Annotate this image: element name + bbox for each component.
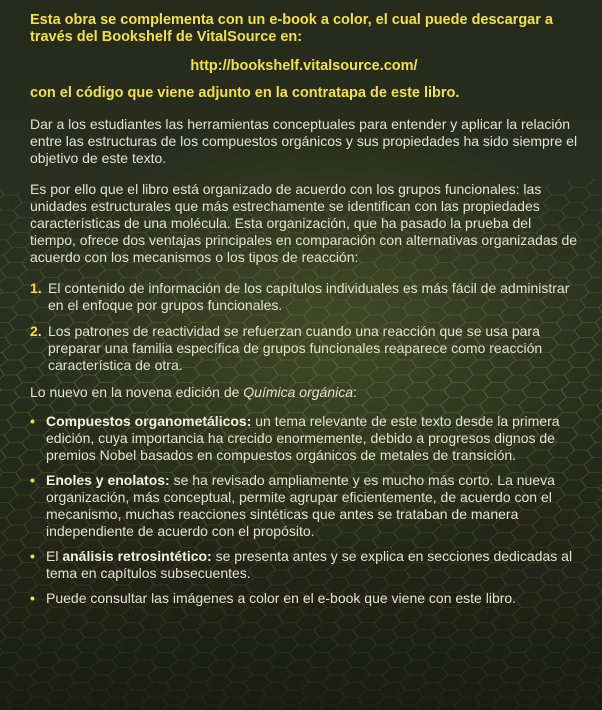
new-edition-suffix: : — [353, 384, 357, 400]
bullet-text: se ha revisado ampliamente y es mucho más corto. La nueva organización, más conceptual, permite agrupar eficientemente, de acuerdo con el mecanismo, muchas reacciones sintéticas que antes se trataban de manera independiente de acuerdo con el propósito. — [46, 472, 555, 539]
bullet-text: Puede consultar las imágenes a color en el e-book que viene con este libro. — [46, 590, 517, 606]
list-item — [30, 323, 578, 374]
bullet-icon: • — [30, 413, 35, 429]
new-features-list — [30, 413, 578, 607]
book-title: Química orgánica — [243, 384, 353, 400]
list-number: 2. — [30, 323, 42, 339]
paragraph-organization: Es por ello que el libro está organizado de acuerdo con los grupos funcionales: las unidades estructurales que más estrechamente se identifican con las propiedades características de una molécula. Esta organización, que ha pasado la prueba del tiempo, ofrece dos ventajas principales en comparación con alternativas organizadas de acuerdo con los mecanismos o los tipos de reacción: — [30, 181, 578, 265]
bullet-icon: • — [30, 590, 35, 606]
paragraph-objective: Dar a los estudiantes las herramientas conceptuales para entender y aplicar la relación entre las estructuras de los compuestos orgánicos y sus propiedades ha sido siempre el objetivo de este texto. — [30, 116, 578, 166]
list-item — [30, 590, 578, 607]
list-number: 1. — [30, 280, 42, 296]
bullet-bold: análisis retrosintético: — [62, 548, 212, 564]
bullet-bold: Enoles y enolatos: — [46, 472, 170, 488]
bullet-bold: Compuestos organometálicos: — [46, 413, 252, 429]
new-edition-heading — [30, 384, 578, 401]
new-edition-prefix: Lo nuevo en la novena edición de — [30, 384, 244, 400]
ebook-notice: Esta obra se complementa con un e-book a color, el cual puede descargar a través del Bookshelf de VitalSource en: — [30, 12, 553, 45]
bullet-icon: • — [30, 548, 35, 564]
bullet-lead: El — [46, 548, 63, 564]
list-item — [30, 413, 578, 464]
bullet-text: un tema relevante de este texto desde la primera edición, cuya importancia ha crecido enormemente, debido a progresos dignos de premios Nobel basados en compuestos orgánicos de metales de transición. — [46, 413, 560, 463]
cover-text — [30, 12, 578, 615]
advantages-list — [30, 280, 578, 374]
bullet-icon: • — [30, 472, 35, 488]
bullet-text: se presenta antes y se explica en secciones dedicadas al tema en capítulos subsecuentes. — [46, 548, 573, 581]
code-notice: con el código que viene adjunto en la contratapa de este libro. — [30, 85, 460, 101]
list-item-text: El contenido de información de los capítulos individuales es más fácil de administrar en el enfoque por grupos funcionales. — [48, 280, 570, 313]
list-item — [30, 548, 578, 582]
list-item-text: Los patrones de reactividad se refuerzan cuando una reacción que se usa para preparar una familia específica de grupos funcionales reaparece como reacción característica de otra. — [48, 323, 543, 373]
bookshelf-url[interactable]: http://bookshelf.vitalsource.com/ — [190, 58, 418, 74]
list-item — [30, 280, 578, 314]
list-item — [30, 472, 578, 540]
